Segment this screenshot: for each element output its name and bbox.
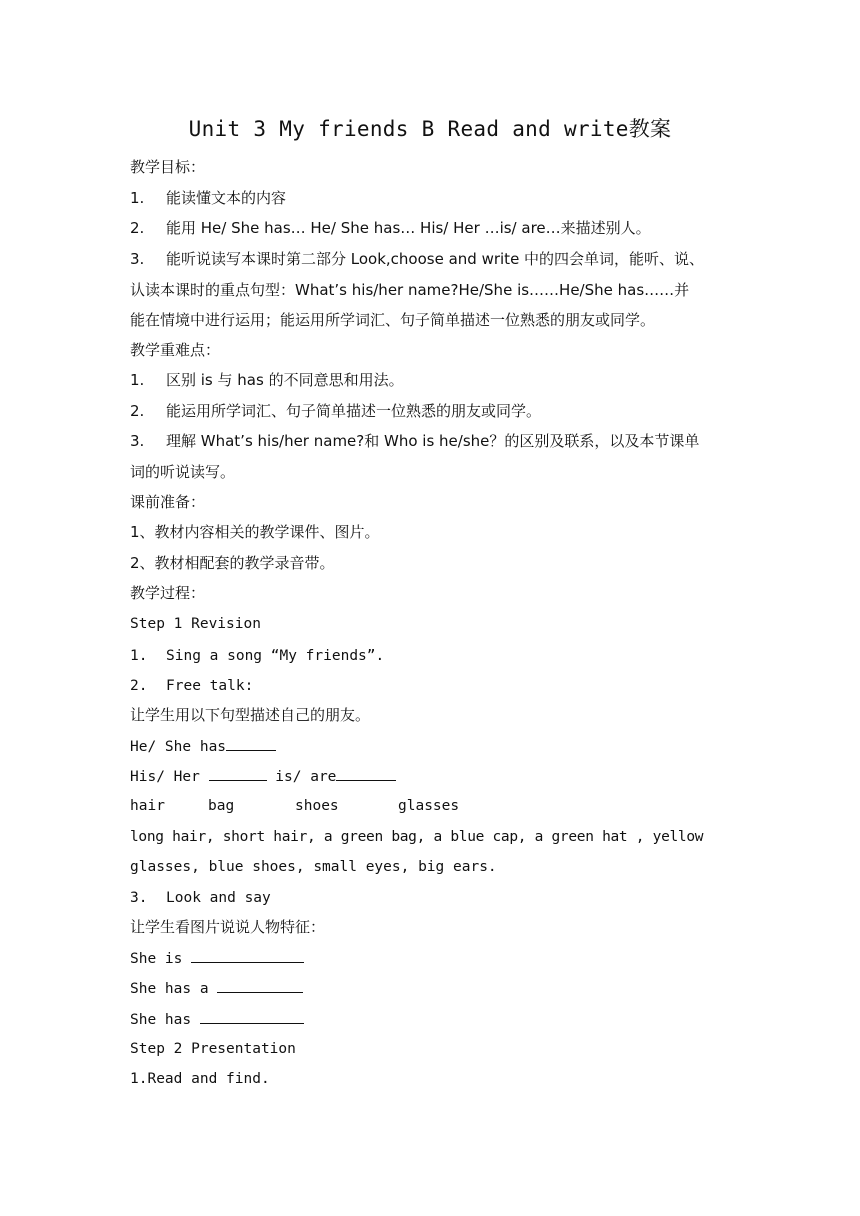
step1-item-1: 1. Sing a song “My friends”.	[130, 648, 385, 664]
say-line-3: She has	[130, 1009, 735, 1030]
goal-item-3-cont-2: 能在情境中进行运用；能运用所学词汇、句子简单描述一位熟悉的朋友或同学。	[130, 311, 656, 329]
goal-item-2: 2. 能用 He/ She has… He/ She has… His/ Her …is/ are…来描述别人。	[130, 219, 651, 237]
prep-item-1: 1、教材内容相关的教学课件、图片。	[130, 523, 380, 541]
step1-item-3: 3. Look and say	[130, 890, 271, 906]
step2-item-1: 1.Read and find.	[130, 1071, 270, 1087]
pattern-line-2: His/ Her is/ are	[130, 766, 735, 787]
blank-line	[217, 978, 303, 993]
key-item-3: 3. 理解 What’s his/her name?和 Who is he/she？的区别及联系，以及本节课单	[130, 432, 700, 450]
goals-heading: 教学目标：	[130, 158, 206, 176]
blank-line	[191, 948, 304, 963]
blank-line	[209, 766, 267, 781]
blank-line	[200, 1009, 304, 1024]
goal-item-1: 1. 能读懂文本的内容	[130, 189, 287, 207]
key-item-2: 2. 能运用所学词汇、句子简单描述一位熟悉的朋友或同学。	[130, 402, 542, 420]
blank-line	[226, 736, 276, 751]
prep-heading: 课前准备：	[130, 493, 206, 511]
key-item-1: 1. 区别 is 与 has 的不同意思和用法。	[130, 371, 404, 389]
title-english: Unit 3 My friends B Read and write	[188, 117, 629, 141]
step1-instruction-2: 让学生看图片说说人物特征：	[130, 918, 326, 936]
title-chinese: 教案	[628, 117, 672, 141]
phrases-line-2: glasses, blue shoes, small eyes, big ears.	[130, 859, 497, 875]
say-line-2: She has a	[130, 978, 735, 999]
say-line-1: She is	[130, 948, 735, 969]
step2-heading: Step 2 Presentation	[130, 1041, 296, 1057]
document-page: Unit 3 My friends B Read and write教案 教学目标： 1. 能读懂文本的内容 2. 能用 He/ She has… He/ She has… His/ Her …is/ are…来描述别人。 3. 能听说读写本课时第二部分 Look,choose and write 中的四会单词，能听、说、 认读本课时的重点句型：What’s his/her name?He/She is……He/She has……并 能在情境中进行运用；能运用所学词汇、句子简单描述一位熟悉的朋友或同学。 教学重难点： 1. 区别 is 与 has 的不同意思和用法。 2. 能运用所学词汇、句子简单描述一位熟悉的朋友或同学。 3. 理解 What’s his/her name?和 Who is he/she？的区别及联系，以及本节课单 词的听说读写。 课前准备： 1、教材内容相关的教学课件、图片。 2、教材相配套的教学录音带。 教学过程： Step 1 Revision 1. Sing a song “My friends”. 2. Free talk: 让学生用以下句型描述自己的朋友。 He/ She has His/ Her is/ are hair bag shoes glasses long hair, short hair, a green bag, a blue cap, a green hat , yellow glasses, blue shoes, small eyes, big ears. 3. Look and say 让学生看图片说说人物特征： She is She has a She has Step 2 Presentation 1.Read and find.	[0, 0, 860, 1216]
goal-item-3: 3. 能听说读写本课时第二部分 Look,choose and write 中的四会单词，能听、说、	[130, 250, 705, 268]
key-item-3-cont: 词的听说读写。	[130, 463, 236, 481]
process-heading: 教学过程：	[130, 584, 206, 602]
key-heading: 教学重难点：	[130, 341, 221, 359]
document-title	[0, 113, 860, 143]
phrases-line-1: long hair, short hair, a green bag, a blue cap, a green hat , yellow	[130, 829, 704, 845]
prep-item-2: 2、教材相配套的教学录音带。	[130, 554, 335, 572]
step1-heading: Step 1 Revision	[130, 616, 261, 632]
goal-item-3-cont-1: 认读本课时的重点句型：What’s his/her name?He/She is……He/She has……并	[130, 281, 690, 299]
step1-item-2: 2. Free talk:	[130, 678, 254, 694]
blank-line	[336, 766, 396, 781]
step1-instruction: 让学生用以下句型描述自己的朋友。	[130, 706, 371, 724]
pattern-line-1: He/ She has	[130, 736, 735, 757]
